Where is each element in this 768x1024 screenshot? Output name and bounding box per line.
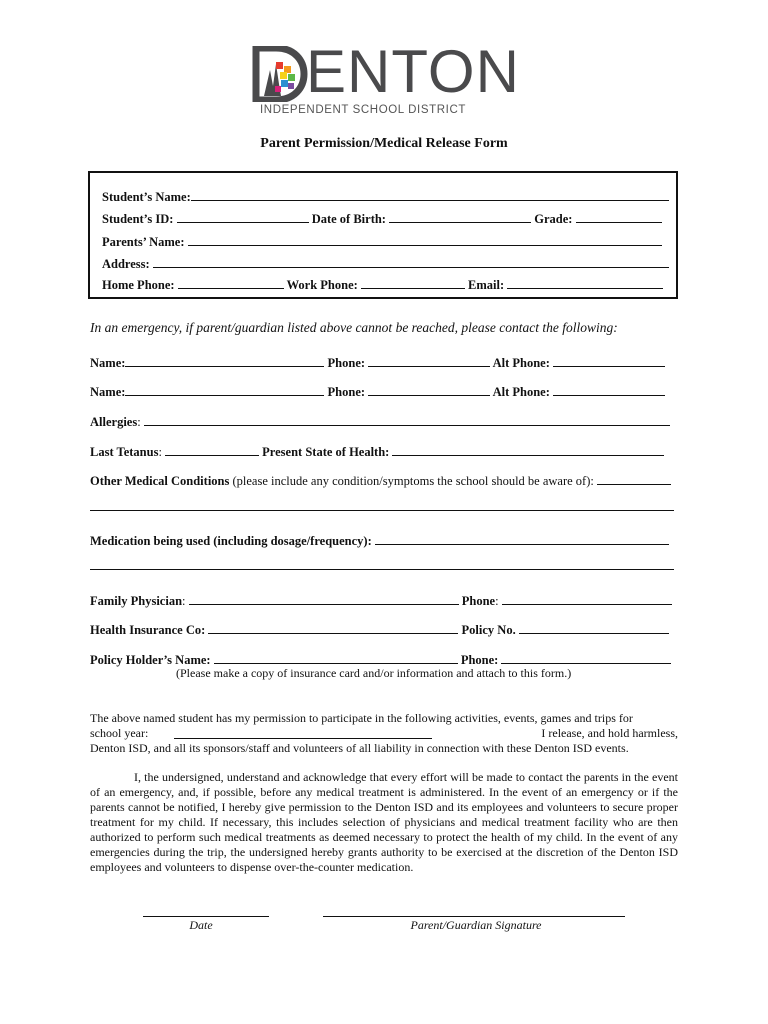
parents-name-row [102,233,662,250]
medication-label: Medication being used (including dosage/frequency): [90,534,372,548]
policy-holder-field[interactable] [214,651,458,664]
contact-phone-label: Phone: [327,356,366,370]
student-name-label: Student’s Name: [102,190,191,204]
allergies-row: Allergies: [90,413,670,430]
home-phone-field[interactable] [178,276,284,289]
signature-label: Parent/Guardian Signature [410,918,542,932]
work-phone-field[interactable] [361,276,465,289]
date-line[interactable] [143,916,269,917]
student-name-field[interactable] [191,188,669,201]
contact-alt-label: Alt Phone: [492,385,550,399]
logo-subtitle: INDEPENDENT SCHOOL DISTRICT [260,104,466,116]
allergies-field[interactable] [144,413,670,426]
tetanus-row: Last Tetanus: Present State of Health: [90,443,664,460]
permission-paragraph [90,711,678,756]
student-info-box [88,171,678,299]
address-row [102,255,669,272]
email-field[interactable] [507,276,663,289]
address-field[interactable] [153,255,669,268]
phones-row [102,276,663,293]
parents-name-label: Parents’ Name: [102,235,185,249]
physician-row: Family Physician: Phone: [90,592,672,609]
contact-phone-label: Phone: [327,385,366,399]
medication-line-2[interactable] [90,569,674,570]
physician-phone-label: Phone [461,594,496,608]
insurance-field[interactable] [208,621,458,634]
medication-field[interactable] [375,532,669,545]
dob-field[interactable] [389,210,531,223]
release-text: I release, and hold harmless, [541,726,678,740]
health-label: Present State of Health: [262,445,390,459]
student-name-row [102,188,669,205]
school-year-field[interactable] [174,738,432,739]
permission-line-1: The above named student has my permission to participate in the following activities, events, games and trips for [90,711,633,725]
contact-alt-field[interactable] [553,354,665,367]
school-year-label: school year: [90,726,149,740]
logo-wordmark: ENTON [306,38,520,105]
contact-row-2 [90,383,665,400]
policy-holder-phone-label: Phone: [460,653,499,667]
consent-paragraph: I, the undersigned, understand and acknowledge that every effort will be made to contact the parents in the event of an emergency, and, if possible, before any medical treatment is administered. In the event of an emergency or if the parents cannot be notified, I hereby give permission to the Denton ISD and its employees and volunteers to secure proper treatment for my child. If necessary, this includes selection of physicians and medical treatment facility who are then authorized to perform such medical treatments as deemed necessary to protect the health of my child. In the event of any emergencies during the trip, the undersigned hereby grants authority to be exercised at the discretion of the Denton ISD employees and volunteers to dispense over-the-counter medication. [90,770,678,874]
home-phone-label: Home Phone: [102,278,175,292]
conditions-label: Other Medical Conditions [90,474,230,488]
form-title: Parent Permission/Medical Release Form [260,136,508,151]
permission-line-2 [90,726,678,741]
work-phone-label: Work Phone: [286,278,358,292]
contact-alt-label: Alt Phone: [492,356,550,370]
parents-name-field[interactable] [188,233,662,246]
policy-holder-label: Policy Holder’s Name: [90,653,211,667]
insurance-row [90,621,669,638]
physician-field[interactable] [189,592,459,605]
allergies-label: Allergies [90,415,138,429]
physician-phone-field[interactable] [502,592,672,605]
contact-phone-field[interactable] [368,383,490,396]
insurance-note: (Please make a copy of insurance card and/or information and attach to this form.) [176,666,572,680]
district-logo [250,38,520,120]
student-id-row [102,210,662,227]
tetanus-label: Last Tetanus [90,445,159,459]
policy-no-label: Policy No. [461,623,516,637]
medication-row [90,532,669,549]
contact-alt-field[interactable] [553,383,665,396]
tetanus-field[interactable] [165,443,259,456]
email-label: Email: [468,278,505,292]
policy-holder-phone-field[interactable] [501,651,671,664]
health-field[interactable] [392,443,664,456]
address-label: Address: [102,257,150,271]
contact-name-field[interactable] [125,383,324,396]
student-id-field[interactable] [177,210,309,223]
permission-line-3: Denton ISD, and all its sponsors/staff and volunteers of all liability in connection with these Denton ISD events. [90,741,629,755]
contact-row-1 [90,354,665,371]
conditions-field[interactable] [597,472,671,485]
insurance-label: Health Insurance Co: [90,623,206,637]
grade-field[interactable] [576,210,662,223]
physician-label: Family Physician [90,594,183,608]
signature-line[interactable] [323,916,625,917]
conditions-line-2[interactable] [90,510,674,511]
conditions-note: (please include any condition/symptoms the school should be aware of): [232,474,594,488]
policy-no-field[interactable] [519,621,669,634]
emergency-intro: In an emergency, if parent/guardian listed above cannot be reached, please contact the following: [90,320,618,335]
logo-d-mark-icon [250,46,308,102]
date-label: Date [189,918,213,932]
contact-name-label: Name: [90,385,126,399]
contact-name-label: Name: [90,356,126,370]
contact-name-field[interactable] [125,354,324,367]
contact-phone-field[interactable] [368,354,490,367]
dob-label: Date of Birth: [311,212,386,226]
grade-label: Grade: [534,212,573,226]
student-id-label: Student’s ID: [102,212,174,226]
conditions-row [90,472,671,489]
